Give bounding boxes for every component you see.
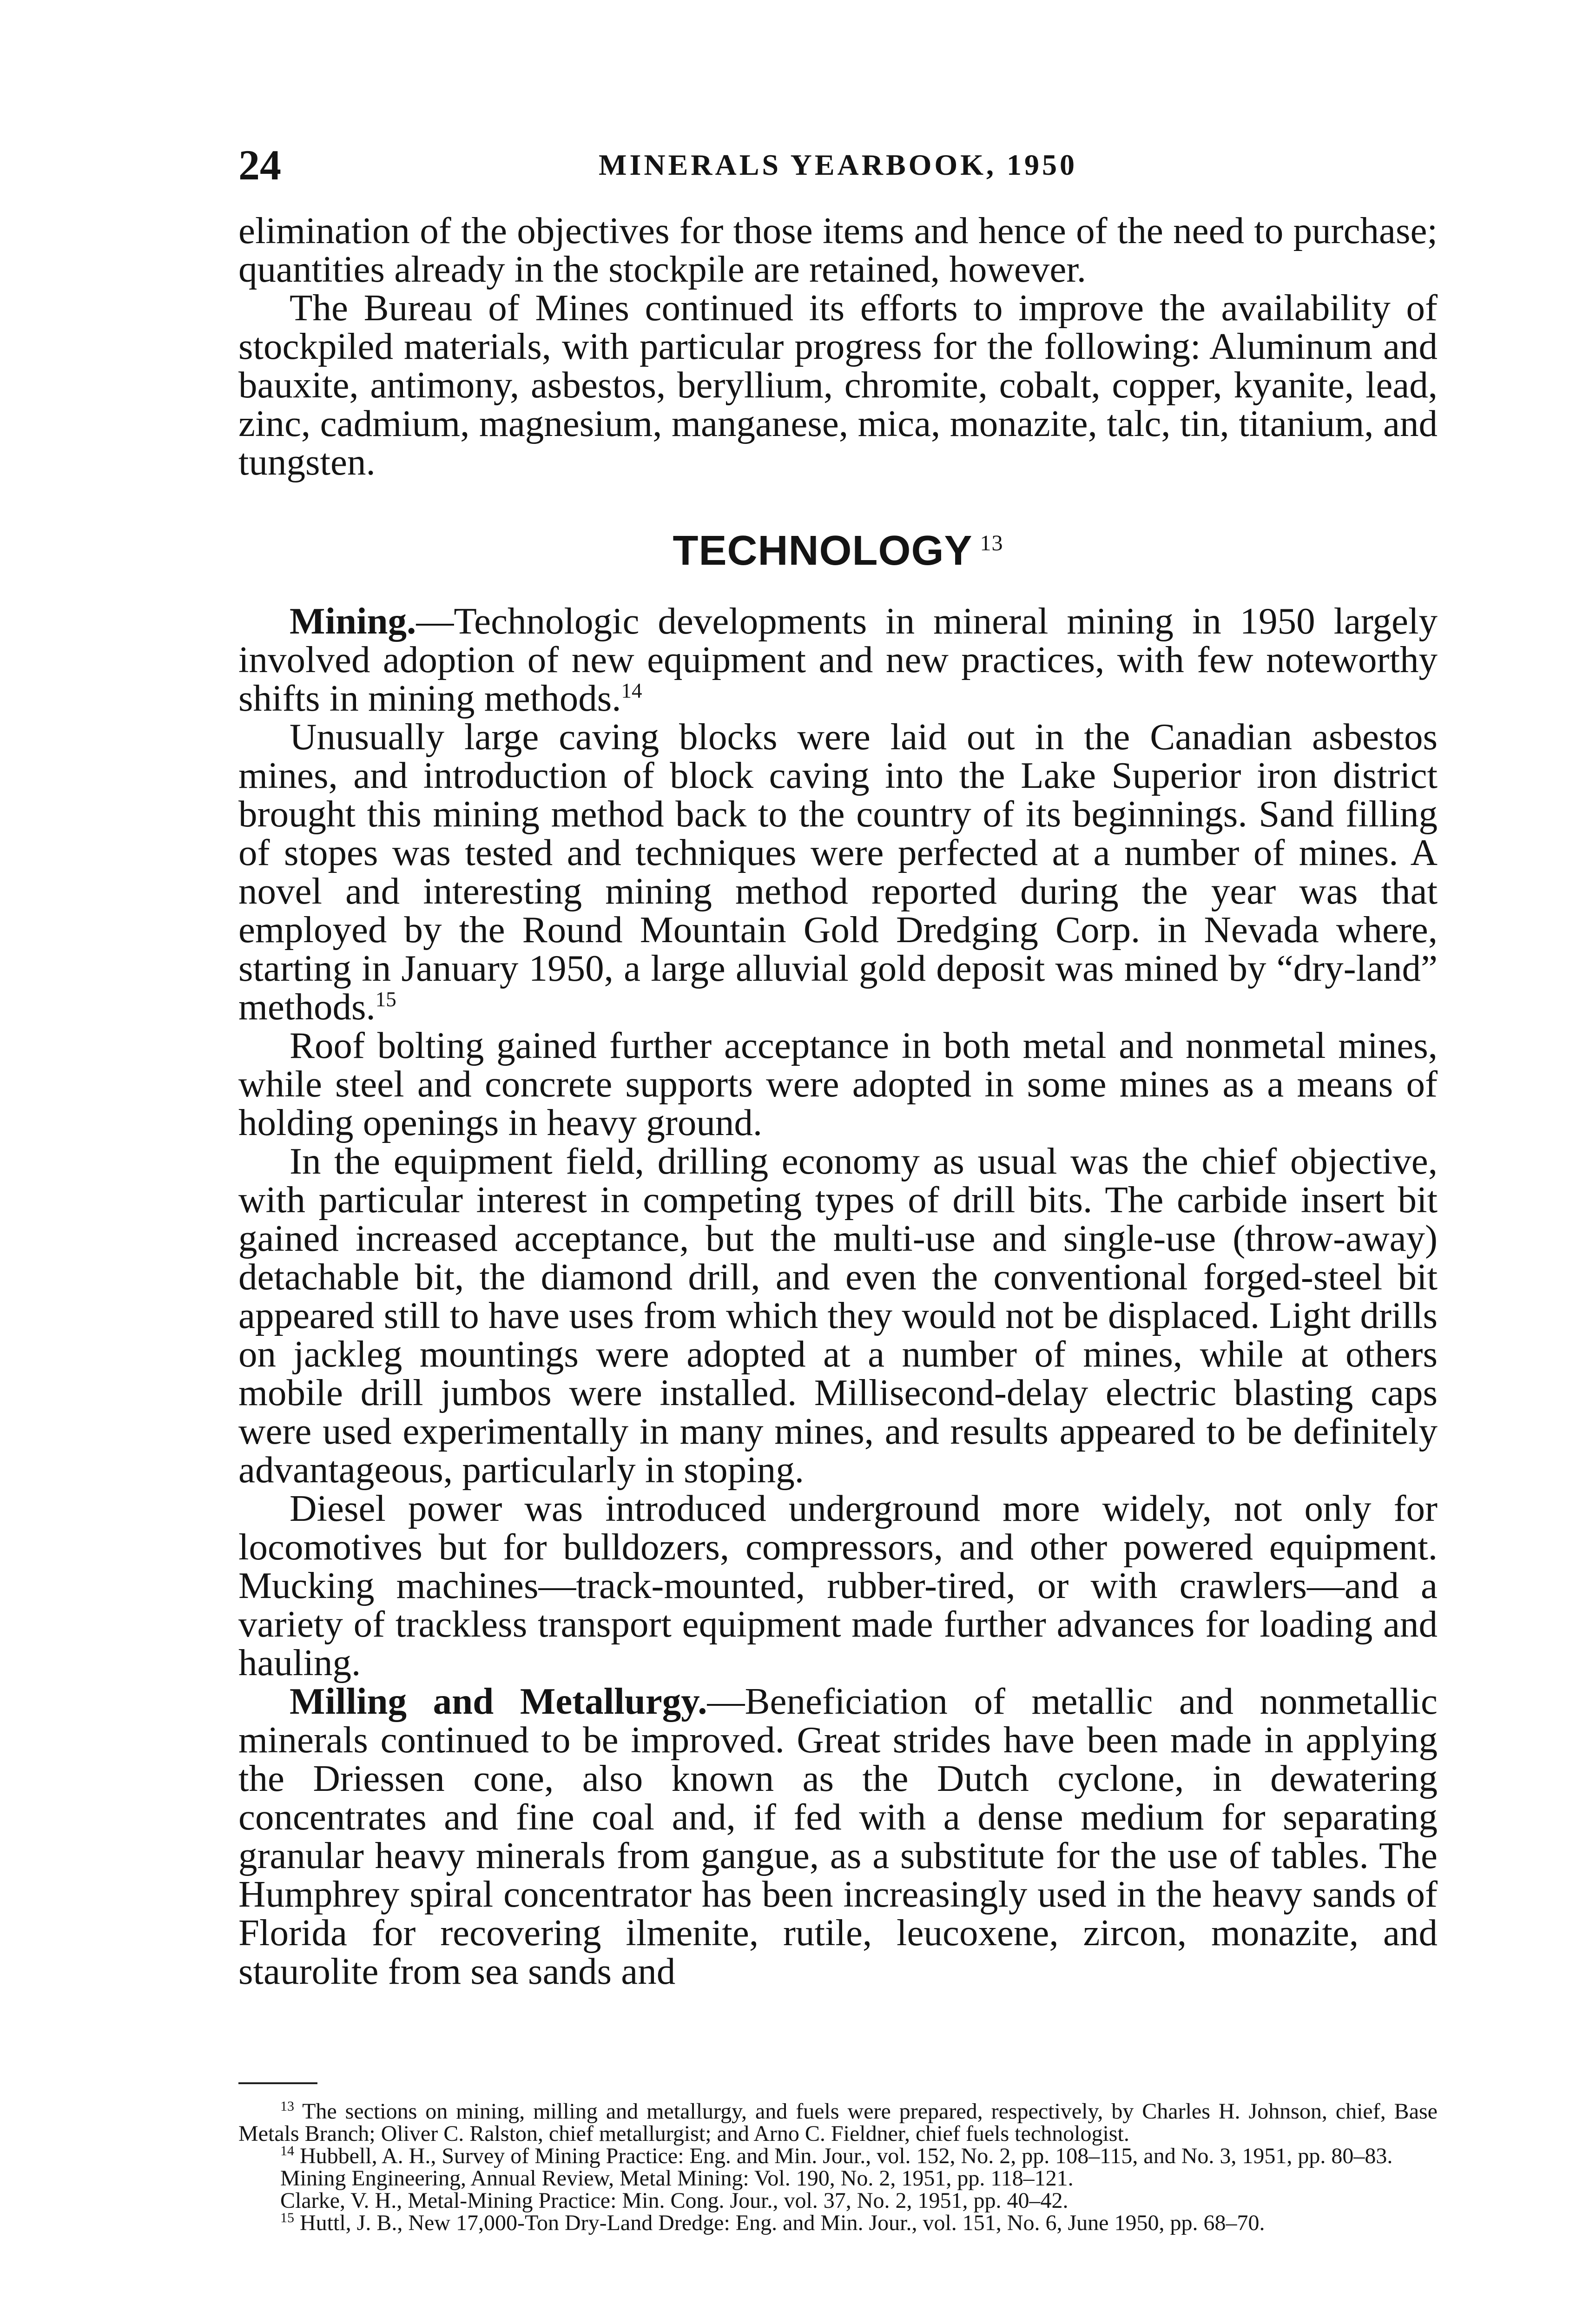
page-header — [238, 139, 1438, 191]
footnote-14-continuation-1: Mining Engineering, Annual Review, Metal Mining: Vol. 190, No. 2, 1951, pp. 118–121. — [280, 2166, 1074, 2191]
footnote-14-text: Hubbell, A. H., Survey of Mining Practice: Eng. and Min. Jour., vol. 152, No. 2, pp. 108–115, and No. 3, 1951, pp. 80–83. — [300, 2144, 1393, 2168]
footnote-14-mark: 14 — [280, 2143, 294, 2159]
footnote-ref-15: 15 — [375, 988, 396, 1011]
body-text — [238, 211, 1438, 1991]
footnotes — [238, 2082, 1438, 2234]
paragraph-roof-bolting: Roof bolting gained further acceptance in both metal and nonmetal mines, while steel and concrete supports were adopted in some mines as a means of holding openings in heavy ground. — [238, 1024, 1438, 1143]
section-heading-footnote-ref: 13 — [980, 531, 1003, 555]
footnote-13-text: The sections on mining, milling and metallurgy, and fuels were prepared, respectively, by Charles H. Johnson, chief, Base Metals Branch; Oliver C. Ralston, chief metallurgist; and Arno C. Fieldner, chief fuels technologist. — [238, 2099, 1438, 2146]
footnote-14-continuation-2: Clarke, V. H., Metal-Mining Practice: Min. Cong. Jour., vol. 37, No. 2, 1951, pp. 40–42. — [280, 2188, 1069, 2213]
section-heading-technology — [238, 518, 1438, 576]
paragraph-diesel: Diesel power was introduced underground more widely, not only for locomotives but for bulldozers, compressors, and other powered equipment. Mucking machines—track-mounted, rubber-tired, or with crawlers—and a variety of trackless transport equipment made further advances for loading and hauling. — [238, 1487, 1438, 1684]
footnote-13-mark: 13 — [280, 2099, 294, 2114]
paragraph-caving — [238, 718, 1438, 1026]
running-title: MINERALS YEARBOOK, 1950 — [599, 148, 1077, 181]
paragraph-mining — [238, 602, 1438, 718]
footnote-15 — [238, 2212, 1438, 2234]
milling-text: —Beneficiation of metallic and nonmetallic minerals continued to be improved. Great strides have been made in applying the Driessen cone, also known as the Dutch cyclone, in dewatering concentrates and fine coal and, if fed with a dense medium for separating granular heavy minerals from gangue, as a substitute for the use of tables. The Humphrey spiral concentrator has been increasingly used in the heavy sands of Florida for recovering ilmenite, rutile, leucoxene, zircon, monazite, and staurolite from sea sands and — [238, 1680, 1438, 1992]
paragraph-continued: elimination of the objectives for those items and hence of the need to purchase; quantities already in the stockpile are retained, however. — [238, 210, 1438, 290]
footnote-divider — [238, 2082, 317, 2084]
footnote-15-mark: 15 — [280, 2210, 294, 2225]
paragraph-bureau-of-mines: The Bureau of Mines continued its efforts to improve the availability of stockpiled materials, with particular progress for the following: Aluminum and bauxite, antimony, asbestos, beryllium, chromite, cobalt, copper, kyanite, lead, zinc, cadmium, magnesium, manganese, mica, monazite, talc, tin, titanium, and tungsten. — [238, 287, 1438, 483]
footnote-14 — [238, 2145, 1438, 2167]
mining-text: —Technologic developments in mineral mining in 1950 largely involved adoption of new equipment and new practices, with few noteworthy shifts in mining methods. — [238, 600, 1438, 719]
section-heading-text: TECHNOLOGY — [673, 528, 973, 574]
footnote-15-text: Huttl, J. B., New 17,000-Ton Dry-Land Dredge: Eng. and Min. Jour., vol. 151, No. 6, June 1950, pp. 68–70. — [300, 2211, 1265, 2235]
mining-run-in-heading: Mining. — [290, 600, 416, 642]
paragraph-milling — [238, 1682, 1438, 1991]
footnote-13 — [238, 2100, 1438, 2145]
page-number: 24 — [238, 141, 281, 189]
paragraph-equipment: In the equipment field, drilling economy as usual was the chief objective, with particular interest in competing types of drill bits. The carbide insert bit gained increased acceptance, but the multi-use and single-use (throw-away) detachable bit, the diamond drill, and even the conventional forged-steel bit appeared still to have uses from which they would not be displaced. Light drills on jackleg mountings were adopted at a number of mines, while at others mobile drill jumbos were installed. Millisecond-delay electric blasting caps were used experimentally in many mines, and results appeared to be definitely advantageous, particularly in stoping. — [238, 1140, 1438, 1491]
milling-run-in-heading: Milling and Metallurgy. — [290, 1680, 707, 1722]
footnote-ref-14: 14 — [621, 679, 642, 702]
caving-text: Unusually large caving blocks were laid out in the Canadian asbestos mines, and introduction of block caving into the Lake Superior iron district brought this mining method back to the country of its beginnings. Sand filling of stopes was tested and techniques were perfected at a number of mines. A novel and interesting mining method reported during the year was that employed by the Round Mountain Gold Dredging Corp. in Nevada where, starting in January 1950, a large alluvial gold deposit was mined by “dry-land” methods. — [238, 716, 1438, 1028]
